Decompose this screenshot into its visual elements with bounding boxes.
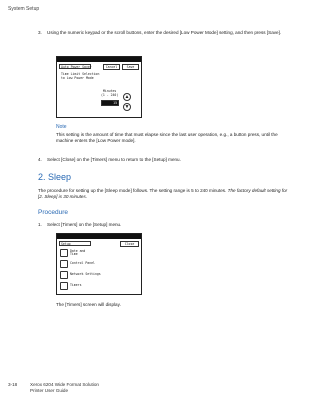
step-3 <box>38 30 288 36</box>
step-4-text: Select [Close] on the [Timers] menu to return to the [Setup] menu. <box>47 157 181 162</box>
save-button[interactable]: Save <box>122 64 139 70</box>
step-3-text: Using the numeric keypad or the scroll buttons, enter the desired [Low Power Mode] setting, and then press [Save]. <box>47 30 282 35</box>
footer-page-number: 3-18 <box>8 382 18 387</box>
setup-item-label: Timers <box>70 283 82 287</box>
footer-product <box>30 382 99 393</box>
procedure-step-1-number: 1. <box>38 222 42 227</box>
setup-item-network-settings[interactable] <box>60 271 100 280</box>
auto-power-saver-screen <box>56 56 142 118</box>
date-and-time-icon <box>60 249 68 257</box>
timers-screen-note: The [Timers] screen will display. <box>56 302 121 307</box>
footer-product-line2: Printer User Guide <box>30 387 69 393</box>
footer-product-line1: Xerox 6204 Wide Format Solution <box>30 382 99 387</box>
sleep-heading: 2. Sleep <box>38 172 72 182</box>
sleep-description <box>38 188 288 200</box>
setup-item-label: Date and Time <box>70 248 86 257</box>
scroll-down-icon[interactable]: ▼ <box>124 104 130 110</box>
procedure-step-1-text: Select [Timers] on the [Setup] menu. <box>47 222 122 227</box>
screen-top-bar <box>57 234 141 239</box>
setup-item-label: Network Settings <box>70 272 101 276</box>
timers-icon <box>60 282 68 290</box>
setup-item-control-panel[interactable] <box>60 260 100 269</box>
close-button[interactable]: Close <box>120 241 139 247</box>
sleep-default-note: The factory default setting for [2. Sleep] is 30 minutes. <box>38 188 288 200</box>
procedure-heading: Procedure <box>38 209 68 216</box>
network-settings-icon <box>60 271 68 279</box>
procedure-step-1 <box>38 222 288 228</box>
setup-item-date-and-time[interactable] <box>60 249 100 258</box>
step-3-number: 3. <box>38 30 42 35</box>
screen-top-bar <box>57 57 141 62</box>
minutes-label <box>101 90 118 98</box>
setup-item-timers[interactable] <box>60 282 100 291</box>
control-panel-icon <box>60 260 68 268</box>
scroll-up-icon[interactable]: ▲ <box>124 94 130 100</box>
step-4 <box>38 157 288 163</box>
setup-item-label: Control Panel <box>70 261 95 265</box>
time-limit-line2: to Low Power Mode <box>61 75 94 80</box>
minutes-range: (1 - 240) <box>101 92 119 97</box>
sleep-description-text: The procedure for setting up the [Sleep mode] follows. The setting range is 5 to 240 minutes. <box>38 188 228 193</box>
screen-title-field: Auto Power Saver <box>61 65 92 69</box>
running-header: System Setup <box>8 6 40 12</box>
time-limit-label <box>61 73 99 81</box>
time-limit-line1: Time Limit Selection <box>61 72 100 76</box>
setup-screen <box>56 233 142 295</box>
cancel-button[interactable]: Cancel <box>103 64 120 70</box>
minutes-text: Minutes <box>102 89 117 93</box>
note-title: Note <box>56 124 67 130</box>
minutes-value-field[interactable]: 15 <box>101 100 119 106</box>
screen-title-field: Setup <box>59 241 91 246</box>
note-text: This setting is the amount of time that must elapse since the last user operation, e.g., a button press, until the machine enters the [Low Power mode]. <box>56 132 278 144</box>
step-4-number: 4. <box>38 157 42 162</box>
